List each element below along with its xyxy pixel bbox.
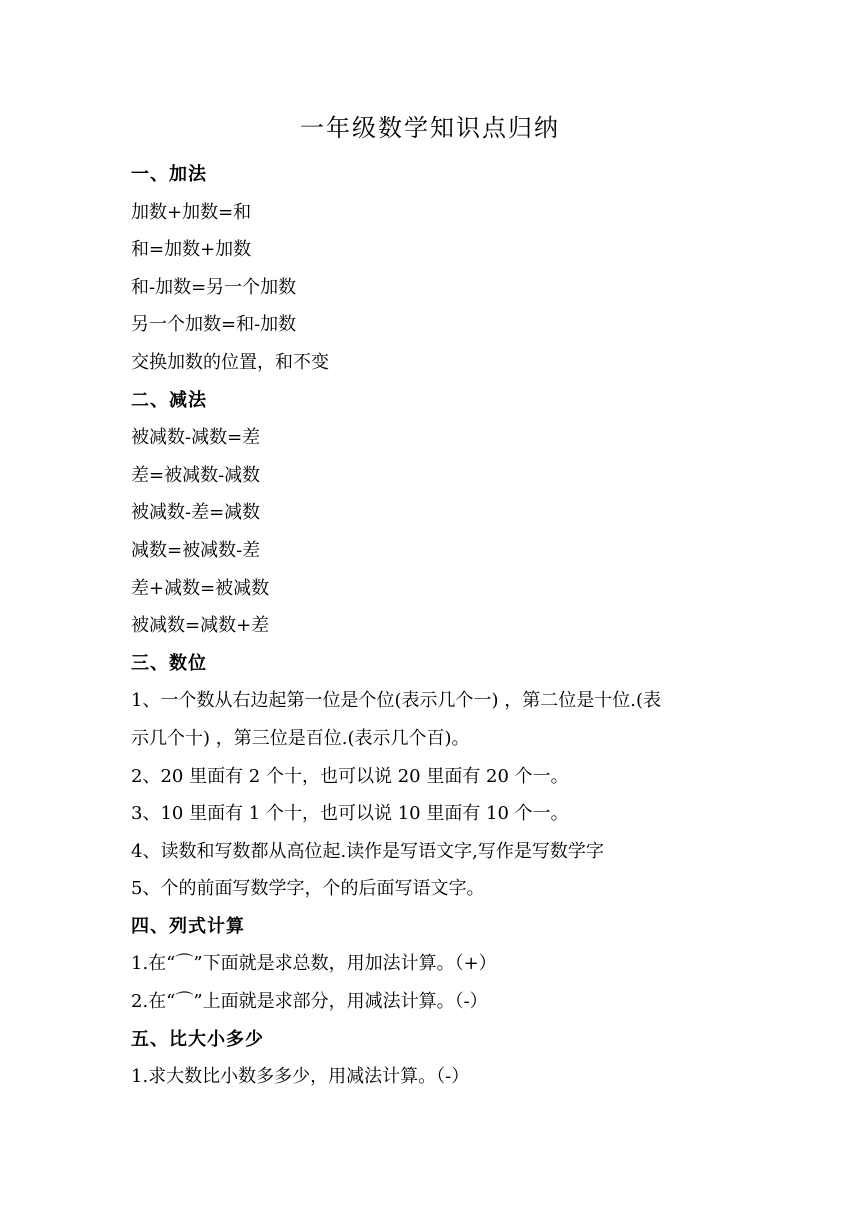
formula-line: 被减数=减数+差 — [131, 615, 270, 637]
section-comparison — [131, 1021, 741, 1096]
document-content — [131, 156, 741, 1096]
list-item: 3、10 里面有 1 个十，也可以说 10 里面有 10 个一。 — [131, 803, 569, 825]
section-heading: 三、数位 — [131, 652, 207, 674]
section-heading: 一、加法 — [131, 164, 207, 185]
formula-line: 差+减数=被减数 — [131, 577, 270, 599]
paragraph-line: 示几个十) ，第三位是百位.(表示几个百)。 — [131, 727, 470, 749]
formula-line: 加数+加数=和 — [131, 201, 252, 223]
list-item: 2.在“⌒”上面就是求部分，用减法计算。（-） — [131, 991, 488, 1013]
list-item: 4、读数和写数都从高位起.读作是写语文字,写作是写数学字 — [131, 840, 604, 862]
formula-line: 和=加数+加数 — [131, 239, 252, 261]
formula-line: 减数=被减数-差 — [131, 539, 261, 561]
list-item: 1.在“⌒”下面就是求总数，用加法计算。（+） — [131, 953, 497, 975]
formula-line: 和-加数=另一个加数 — [131, 276, 297, 298]
section-equation-calculation — [131, 908, 741, 1021]
list-item: 5、个的前面写数学字，个的后面写语文字。 — [131, 878, 485, 900]
section-subtraction — [131, 382, 741, 645]
rule-line: 交换加数的位置，和不变 — [131, 351, 329, 373]
formula-line: 差=被减数-减数 — [131, 464, 261, 486]
formula-line: 被减数-差=减数 — [131, 502, 261, 524]
formula-line: 另一个加数=和-加数 — [131, 314, 297, 336]
section-addition — [131, 156, 741, 382]
list-item: 2、20 里面有 2 个十，也可以说 20 里面有 20 个一。 — [131, 765, 569, 787]
document-title: 一年级数学知识点归纳 — [300, 114, 560, 142]
list-item: 1.求大数比小数多多少，用减法计算。（-） — [131, 1066, 470, 1088]
paragraph-line: 1、一个数从右边起第一位是个位(表示几个一) ，第二位是十位.(表 — [131, 690, 661, 712]
section-heading: 四、列式计算 — [131, 915, 245, 937]
section-heading: 五、比大小多少 — [131, 1028, 264, 1050]
section-place-value — [131, 645, 741, 908]
formula-line: 被减数-减数=差 — [131, 427, 261, 449]
section-heading: 二、减法 — [131, 389, 207, 411]
